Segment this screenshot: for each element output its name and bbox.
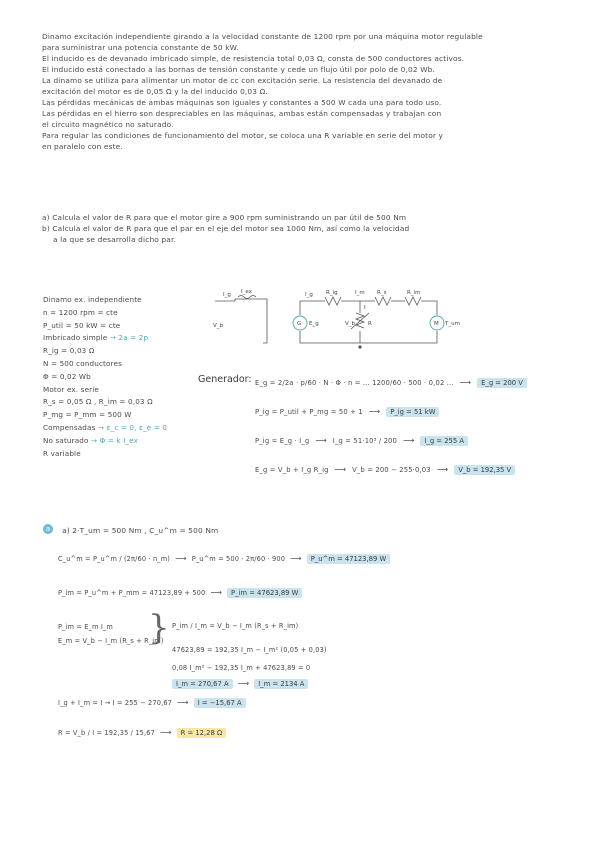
data-note: → ε_c = 0, ε_e = 0 (97, 422, 168, 432)
generator-equations (255, 368, 527, 484)
solution-row (172, 637, 327, 656)
problem-line: Para regular las condiciones de funcionamiento del motor, se coloca una R variable en serie del motor y (42, 131, 444, 140)
problem-line: Dinamo excitación independiente girando a la velocidad constante de 1200 rpm por una máquina motor regulable (42, 32, 483, 41)
label-vex: V_b (213, 323, 224, 329)
data-item: n = 1200 rpm = cte (43, 307, 118, 317)
equation-row (255, 455, 527, 484)
problem-line: en paralelo con este. (42, 142, 123, 151)
equation-row (255, 368, 527, 397)
data-item: Imbricado simple → 2a = 2p (43, 333, 149, 343)
equation: E_g = 2/2a · p/60 · N · Φ · n = ... 1200/60 · 500 · 0,02 ... (255, 378, 454, 387)
data-item: No saturado → Φ = k I_ex (43, 435, 139, 445)
equation: E_m = V_b − I_m (R_s + R_im) (58, 637, 164, 645)
data-item: P_mg = P_mm = 500 W (43, 410, 132, 420)
label-ig-main: I_g (305, 292, 313, 298)
label-eg: E_g (309, 321, 319, 327)
equation: 47623,89 = 192,35 I_m − I_m² (0,05 + 0,03) (172, 646, 327, 654)
data-item: N = 500 conductores (43, 358, 122, 368)
problem-line: el circuito magnético no saturado. (42, 120, 174, 129)
label-vb: V_b (345, 321, 356, 327)
equation: P_u^m = 500 · 2π/60 · 900 (191, 555, 286, 563)
arrow-icon: ⟶ (290, 554, 302, 563)
final-result-highlight: R = 12,28 Ω (177, 728, 227, 738)
arrow-icon: ⟶ (403, 436, 415, 445)
equation: E_g = V_b + I_g R_ig (255, 465, 329, 474)
question-a: a) Calcula el valor de R para que el motor gire a 900 rpm suministrando un par útil de 500 Nm (42, 213, 407, 222)
arrow-icon: ⟶ (436, 465, 449, 474)
node-dot (358, 345, 361, 348)
arrow-icon: ⟶ (459, 378, 472, 387)
solution-row (172, 671, 308, 690)
result-highlight: I = −15,67 A (194, 698, 246, 708)
equation: 0,08 I_m² − 192,35 I_m + 47623,89 = 0 (172, 664, 311, 672)
arrow-icon: ⟶ (368, 407, 381, 416)
result-highlight: P_ig = 51 kW (386, 407, 439, 417)
gen-excitation-wire (215, 299, 267, 343)
label-rig: R_ig (326, 290, 338, 296)
equation: P_ig = E_g · I_g (255, 436, 310, 445)
arrow-icon: ⟶ (210, 588, 222, 597)
brace-icon: } (148, 608, 170, 648)
equation: P_im = P_u^m + P_mm = 47123,89 + 500 (58, 589, 206, 597)
equation: C_u^m = P_u^m / (2π/60 · n_m) (58, 555, 171, 563)
result-highlight: I_g = 255 A (420, 436, 468, 446)
label-im: I_m (355, 290, 365, 296)
equation: I_g = 51·10³ / 200 (332, 436, 397, 445)
problem-line: para suministrar una potencia constante de 50 kW. (42, 43, 239, 52)
problem-line: Las pérdidas mecánicas de ambas máquinas son iguales y constantes a 500 W cada una para todo uso. (42, 98, 442, 107)
equation-row (255, 426, 527, 455)
gen-excitation-coil (238, 296, 256, 299)
resistor-rs (375, 297, 391, 305)
data-item: R_ig = 0,03 Ω (43, 346, 95, 356)
data-note: → 2a = 2p (109, 333, 149, 343)
data-item: Compensadas → ε_c = 0, ε_e = 0 (43, 422, 168, 432)
solution-row (58, 720, 226, 739)
resistor-rim (405, 297, 421, 305)
result-highlight: P_u^m = 47123,89 W (307, 554, 390, 564)
gen-mark: G (297, 321, 302, 327)
part-a-given: a) 2·T_um = 500 Nm , C_u^m = 500 Nm (62, 526, 219, 535)
problem-line: Las pérdidas en el hierro son despreciables en las máquinas, ambas están compensadas y trabajan con (42, 109, 442, 118)
result-highlight: I_m = 270,67 A (172, 679, 233, 689)
arrow-icon: ⟶ (237, 679, 250, 688)
equation: P_ig = P_util + P_mg = 50 + 1 (255, 407, 363, 416)
label-i: I (364, 305, 366, 311)
result-highlight: P_im = 47623,89 W (227, 588, 302, 598)
questions (42, 213, 409, 247)
problem-line: El inducido es de devanado imbricado simple, de resistencia total 0,03 Ω, consta de 500 conductores activos. (42, 54, 465, 63)
equation: P_im = E_m I_m (58, 623, 113, 631)
question-b: b) Calcula el valor de R para que el par en el eje del motor sea 1000 Nm, así como la velocidad (42, 224, 410, 234)
data-item: Motor ex. serie (43, 384, 99, 394)
problem-line: excitación del motor es de 0,05 Ω y la del inducido 0,03 Ω. (42, 87, 268, 96)
arrow-icon: ⟶ (315, 436, 327, 445)
problem-line: El inducido está conectado a las bornas de tensión constante y cede un flujo útil por polo de 0,02 Wb. (42, 65, 436, 74)
question-b-cont: a la que se desarrolla dicho par. (53, 235, 176, 245)
result-highlight: E_g = 200 V (477, 378, 527, 388)
label-rs: R_s (377, 290, 387, 296)
data-item: Dinamo ex. independiente (43, 295, 142, 304)
data-item: R variable (43, 448, 81, 458)
part-a-badge: a (43, 524, 53, 534)
resistor-rig (325, 297, 341, 305)
label-ig: I_g (223, 292, 231, 298)
result-highlight: I_m = 2134 A (254, 679, 308, 689)
solution-row (58, 580, 302, 599)
data-note: → Φ = k I_ex (91, 435, 139, 445)
solution-row (58, 690, 246, 709)
data-item: R_s = 0,05 Ω , R_im = 0,03 Ω (43, 397, 153, 407)
problem-line: La dinamo se utiliza para alimentar un motor de cc con excitación serie. La resistencia del devanado de (42, 76, 443, 85)
label-tum: T_um (445, 321, 460, 327)
data-item: Φ = 0,02 Wb (43, 371, 91, 381)
solution-row (58, 546, 390, 565)
data-list (43, 295, 167, 461)
arrow-icon: ⟶ (334, 465, 347, 474)
label-iex: I_ex (241, 289, 252, 295)
return-wire (300, 331, 437, 343)
arrow-icon: ⟶ (160, 728, 172, 737)
motor-mark: M (434, 321, 439, 327)
arrow-icon: ⟶ (177, 698, 189, 707)
main-wire (421, 301, 437, 315)
generator-heading (198, 367, 252, 386)
equation: P_im / I_m = V_b − I_m (R_s + R_im) (172, 622, 299, 630)
part-a-heading (43, 518, 218, 537)
label-r: R (368, 321, 372, 327)
result-highlight: V_b = 192,35 V (454, 465, 515, 475)
equation: V_b = 200 − 255·0,03 (352, 465, 431, 474)
equation: R = V_b / I = 192,35 / 15,67 (58, 729, 155, 737)
arrow-icon: ⟶ (175, 554, 187, 563)
equation: I_g + I_m = I → I = 255 − 270,67 (58, 699, 173, 707)
generator-label: Generador: (198, 374, 252, 385)
equation-row (255, 397, 527, 426)
data-item: P_util = 50 kW = cte (43, 320, 121, 330)
circuit-diagram (205, 283, 460, 361)
solution-row (172, 613, 298, 632)
label-rim: R_im (407, 290, 421, 296)
problem-statement (42, 32, 562, 153)
